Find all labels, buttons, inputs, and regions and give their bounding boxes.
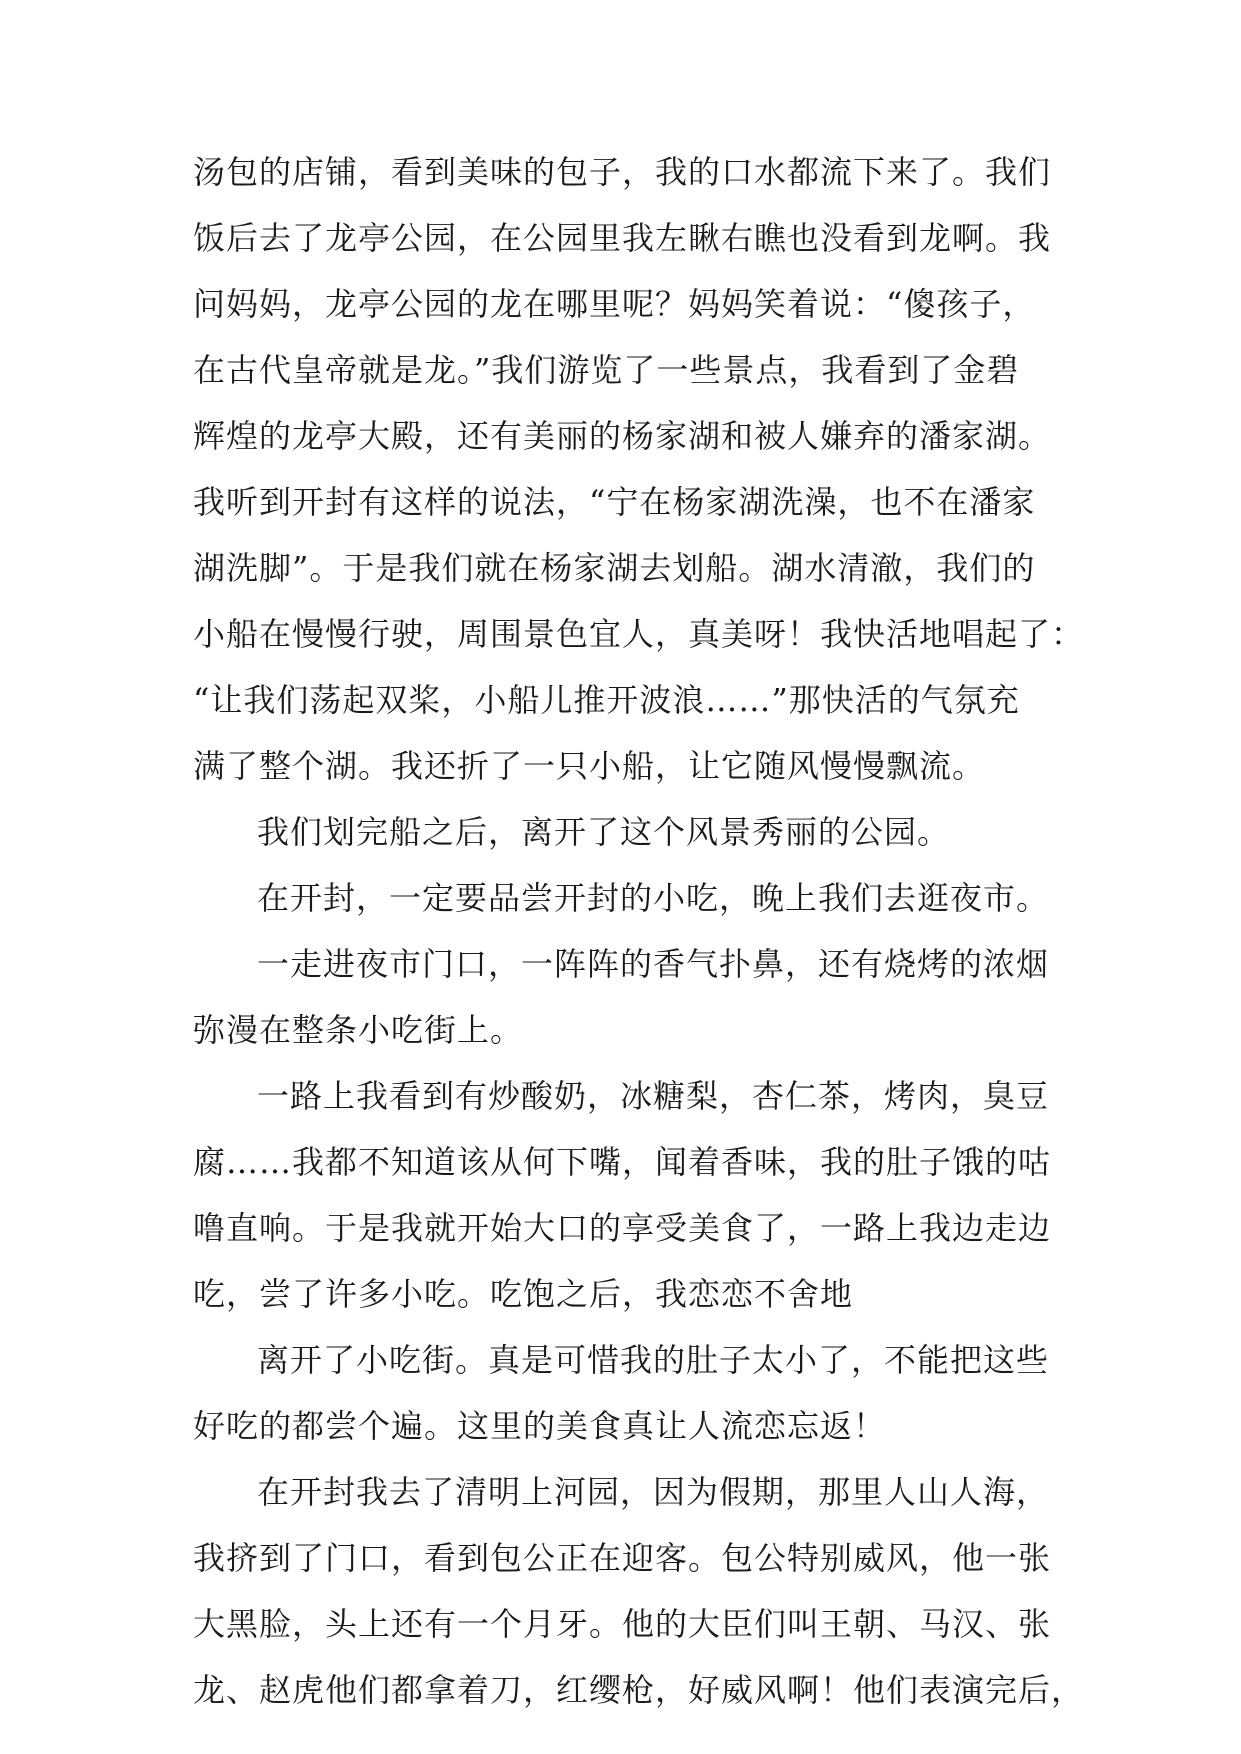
text-line: 吃，尝了许多小吃。吃饱之后，我恋恋不舍地 [193, 1275, 854, 1313]
text-line: “让我们荡起双桨，小船儿推开波浪……”那快活的气氛充 [193, 681, 1020, 719]
text-line: 一路上我看到有炒酸奶，冰糖梨，杏仁茶，烤肉，臭豆 [257, 1077, 1050, 1115]
text-line: 好吃的都尝个遍。这里的美食真让人流恋忘返！ [193, 1407, 887, 1445]
text-line: 在开封我去了清明上河园，因为假期，那里人山人海， [257, 1473, 1050, 1511]
text-line: 我们划完船之后，离开了这个风景秀丽的公园。 [257, 813, 951, 851]
text-line: 一走进夜市门口，一阵阵的香气扑鼻，还有烧烤的浓烟 [257, 945, 1050, 983]
text-line: 饭后去了龙亭公园，在公园里我左瞅右瞧也没看到龙啊。我 [193, 219, 1052, 257]
text-line: 湖洗脚”。于是我们就在杨家湖去划船。湖水清澈，我们的 [193, 549, 1036, 587]
text-line: 汤包的店铺，看到美味的包子，我的口水都流下来了。我们 [193, 153, 1052, 191]
text-line: 离开了小吃街。真是可惜我的肚子太小了，不能把这些 [257, 1341, 1050, 1379]
text-line: 腐……我都不知道该从何下嘴，闻着香味，我的肚子饿的咕 [193, 1143, 1052, 1181]
text-line: 问妈妈，龙亭公园的龙在哪里呢？妈妈笑着说：“傻孩子， [193, 285, 1036, 323]
text-line: 大黑脸，头上还有一个月牙。他的大臣们叫王朝、马汉、张 [193, 1605, 1052, 1643]
text-line: 噜直响。于是我就开始大口的享受美食了，一路上我边走边 [193, 1209, 1052, 1247]
text-line: 我听到开封有这样的说法，“宁在杨家湖洗澡，也不在潘家 [193, 483, 1036, 521]
text-line: 在古代皇帝就是龙。”我们游览了一些景点，我看到了金碧 [193, 351, 1020, 389]
text-line: 满了整个湖。我还折了一只小船，让它随风慢慢飘流。 [193, 747, 986, 785]
text-line: 在开封，一定要品尝开封的小吃，晚上我们去逛夜市。 [257, 879, 1050, 917]
body-text [193, 150, 1093, 1734]
text-line: 龙、赵虎他们都拿着刀，红缨枪，好威风啊！他们表演完后， [193, 1671, 1085, 1709]
text-line: 小船在慢慢行驶，周围景色宜人，真美呀！我快活地唱起了： [193, 615, 1085, 653]
text-line: 我挤到了门口，看到包公正在迎客。包公特别威风，他一张 [193, 1539, 1052, 1577]
text-line: 辉煌的龙亭大殿，还有美丽的杨家湖和被人嫌弃的潘家湖。 [193, 417, 1052, 455]
text-line: 弥漫在整条小吃街上。 [193, 1011, 524, 1049]
